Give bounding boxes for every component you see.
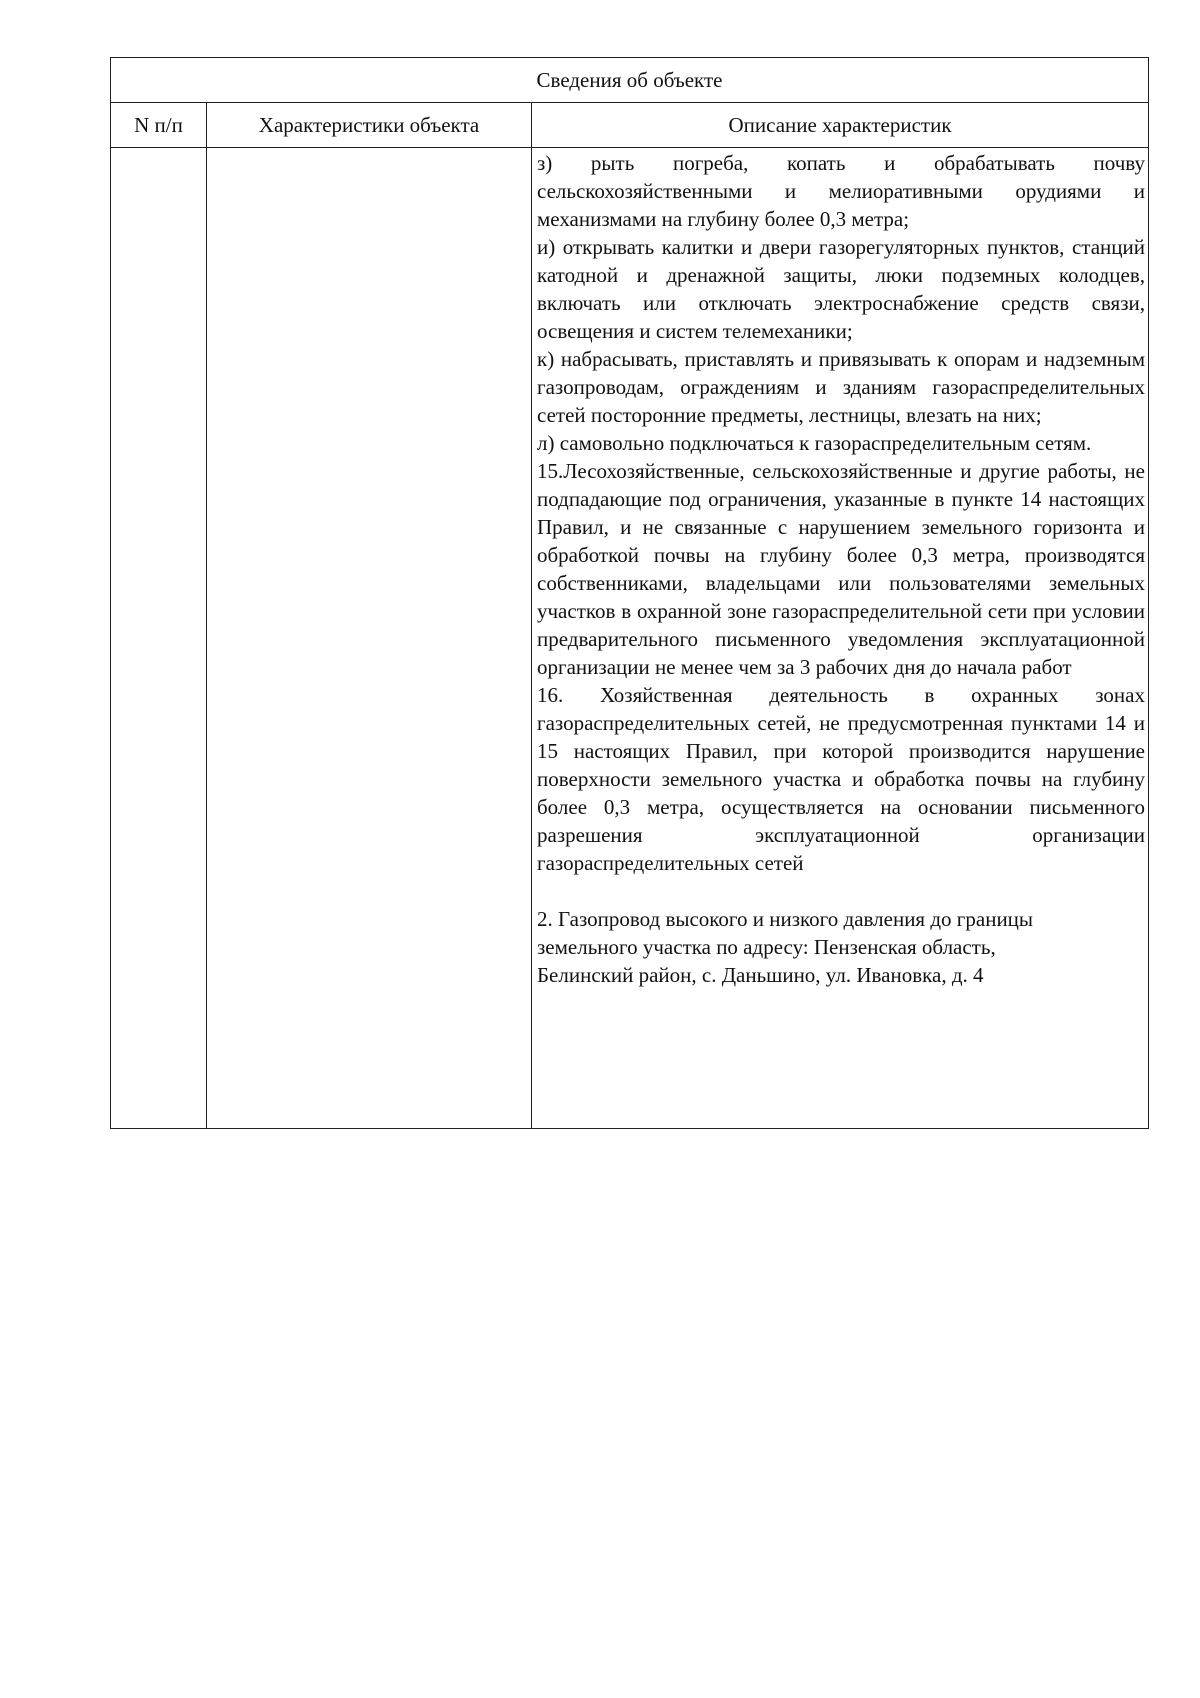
table-header-row [111, 103, 1149, 148]
object-item-line-3: Белинский район, с. Даньшино, ул. Ивановка, д. 4 [537, 963, 984, 987]
paragraph-i: и) открывать калитки и двери газорегуляторных пунктов, станций катодной и дренажной защиты, люки подземных колодцев, включать или отключать электроснабжение средств связи, освещения и систем телемеханики; [537, 235, 1145, 343]
object-item-line-2: земельного участка по адресу: Пензенская область, [537, 935, 996, 959]
paragraph-16: 16. Хозяйственная деятельность в охранных зонах газораспределительных сетей, не предусмотренная пунктами 14 и 15 настоящих Правил, при которой производится нарушение поверхности земельного участка и обработка почвы на глубину более 0,3 метра, осуществляется на основании письменного разрешения эксплуатационной организации газораспределительных сетей [537, 683, 1145, 875]
paragraph-15: 15.Лесохозяйственные, сельскохозяйственные и другие работы, не подпадающие под ограничения, указанные в пункте 14 настоящих Правил, и не связанные с нарушением земельного горизонта и обработкой почвы на глубину более 0,3 метра, производятся собственниками, владельцами или пользователями земельных участков в охранной зоне газораспределительной сети при условии предварительного письменного уведомления эксплуатационной организации не менее чем за 3 рабочих дня до начала работ [537, 459, 1145, 679]
paragraph-k: к) набрасывать, приставлять и привязывать к опорам и надземным газопроводам, ограждениям и зданиям газораспределительных сетей посторонние предметы, лестницы, влезать на них; [537, 347, 1145, 427]
header-number: N п/п [111, 103, 207, 148]
paragraph-spacer [537, 877, 1145, 905]
table-row [111, 148, 1149, 1129]
table-title: Сведения об объекте [111, 58, 1149, 103]
cell-description [532, 148, 1149, 1129]
description-text [532, 148, 1148, 997]
header-description: Описание характеристик [532, 103, 1149, 148]
paragraph-l: л) самовольно подключаться к газораспределительным сетям. [537, 431, 1092, 455]
paragraph-z: з) рыть погреба, копать и обрабатывать почву сельскохозяйственными и мелиоративными орудиями и механизмами на глубину более 0,3 метра; [537, 151, 1145, 231]
object-item-line-1: 2. Газопровод высокого и низкого давления до границы [537, 907, 1034, 931]
table-title-row [111, 58, 1149, 103]
object-info-table [110, 57, 1149, 1129]
cell-characteristic [207, 148, 532, 1129]
cell-number [111, 148, 207, 1129]
header-characteristics: Характеристики объекта [207, 103, 532, 148]
